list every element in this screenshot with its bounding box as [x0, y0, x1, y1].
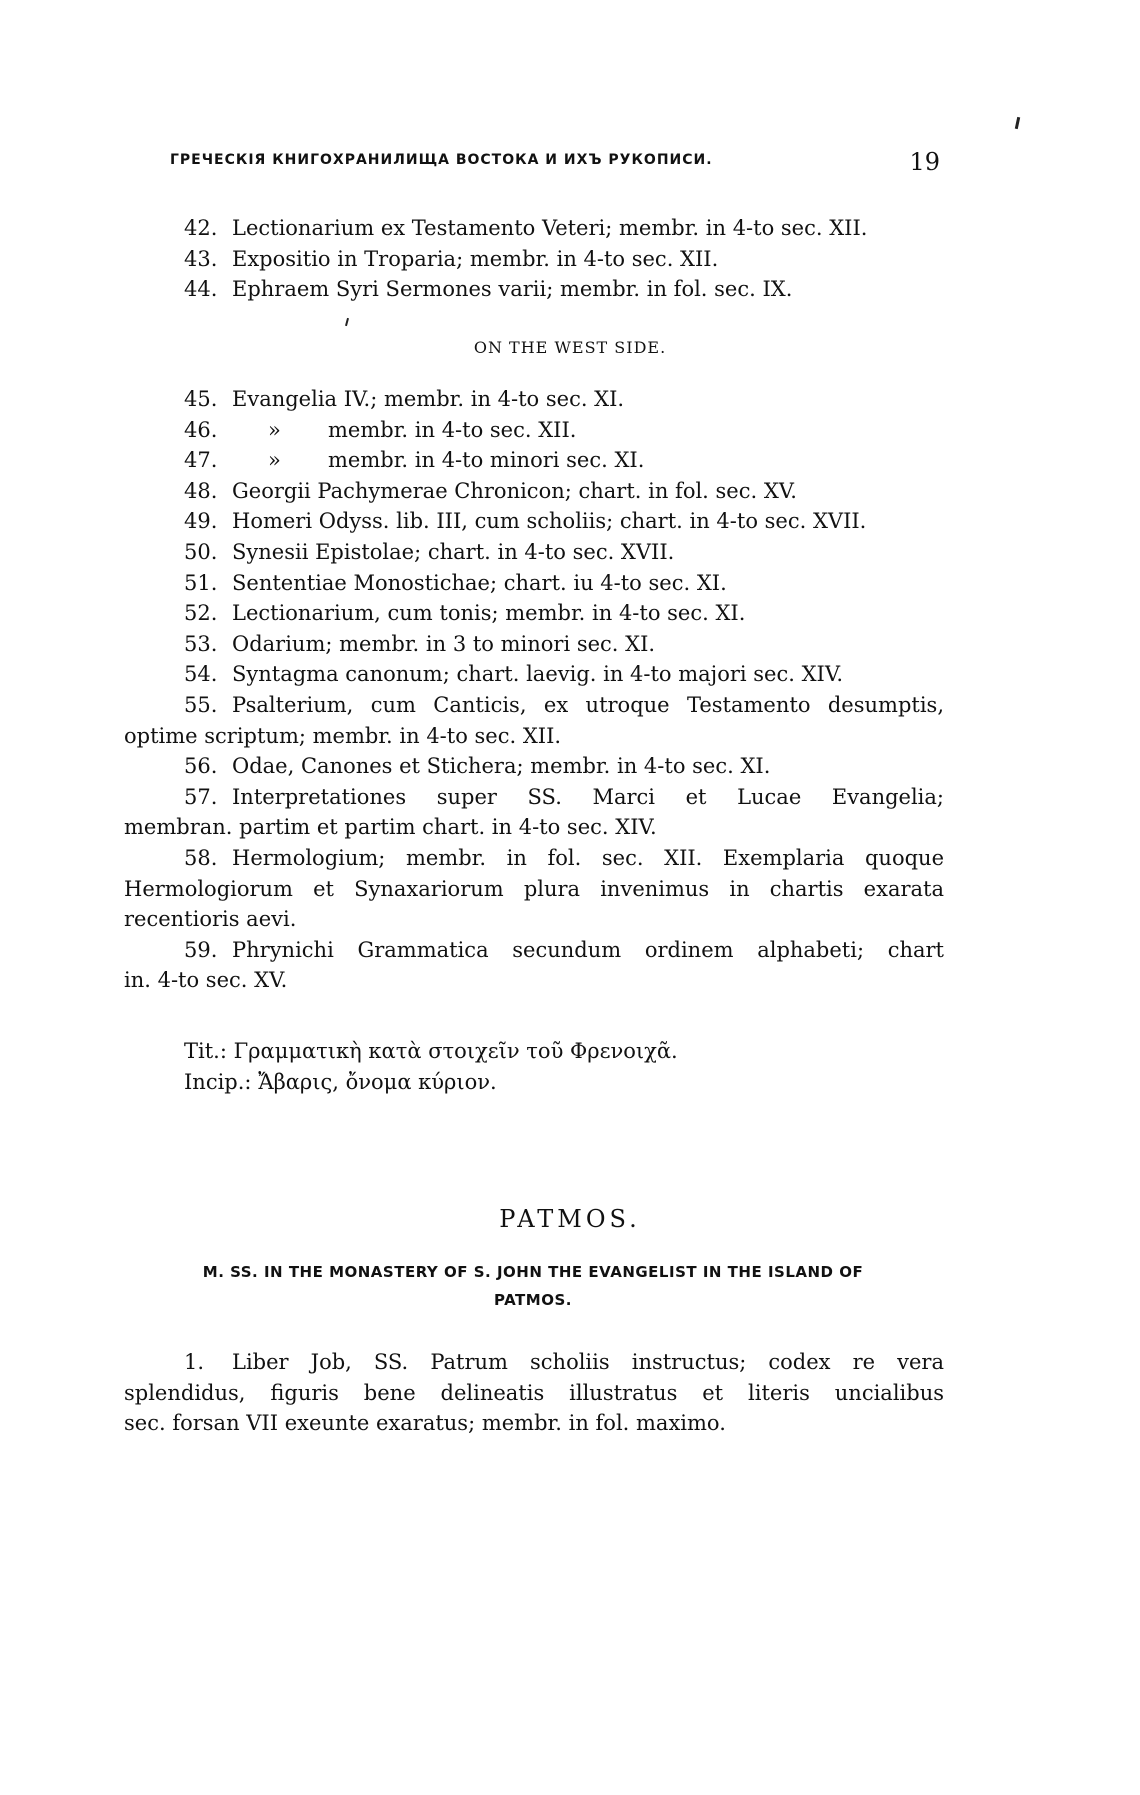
patmos-subtitle-line1: M. SS. IN THE MONASTERY OF S. JOHN THE EVANGELIST IN THE ISLAND OF	[202, 1263, 864, 1281]
running-title: ГРЕЧЕСКІЯ КНИГОХРАНИЛИЩА ВОСТОКА И ИХЪ РУКОПИСИ.	[170, 152, 713, 168]
entries-block-1	[124, 213, 944, 305]
page-number: 19	[909, 148, 940, 176]
entry-line: 50. Synesii Epistolae; chart. in 4-to sec. XVII.	[184, 539, 675, 564]
patmos-subtitle-line2: PATMOS.	[494, 1291, 572, 1309]
ink-speck	[1015, 117, 1020, 129]
continuation-line: sec. forsan VII exeunte exaratus; membr. in fol. maximo.	[124, 1411, 726, 1436]
patmos-subtitle	[120, 1258, 946, 1314]
continuation-line: in. 4-to sec. XV.	[124, 968, 288, 993]
incipit-citation: Incip.: Ἄβαρις, ὄνομα κύριον.	[184, 1069, 497, 1094]
entry-line: 44. Ephraem Syri Sermones varii; membr. in fol. sec. IX.	[184, 277, 793, 302]
entry-line: 49. Homeri Odyss. lib. III, cum scholiis; chart. in 4-to sec. XVII.	[184, 509, 867, 534]
entry-line: 1. Liber Job, SS. Patrum scholiis instructus; codex re vera	[184, 1350, 944, 1374]
entry-line: 59. Phrynichi Grammatica secundum ordinem alphabeti; chart	[184, 937, 944, 962]
continuation-line: Hermologiorum et Synaxariorum plura invenimus in chartis exarata	[124, 876, 944, 901]
entry-line: 48. Georgii Pachymerae Chronicon; chart. in fol. sec. XV.	[184, 478, 797, 503]
entry-line: 55. Psalterium, cum Canticis, ex utroque Testamento desumptis,	[184, 692, 944, 717]
greek-citations	[124, 1036, 944, 1097]
west-side-heading: ON THE WEST SIDE.	[473, 338, 667, 357]
entry-line: 53. Odarium; membr. in 3 to minori sec. XI.	[184, 631, 656, 656]
entry-line: 45. Evangelia IV.; membr. in 4-to sec. XI.	[184, 387, 625, 411]
entry-line: 42. Lectionarium ex Testamento Veteri; membr. in 4-to sec. XII.	[184, 216, 868, 240]
continuation-line: membran. partim et partim chart. in 4-to sec. XIV.	[124, 815, 657, 840]
continuation-line: recentioris aevi.	[124, 907, 297, 932]
ditto-mark: »	[268, 417, 281, 442]
entry-line: 52. Lectionarium, cum tonis; membr. in 4-to sec. XI.	[184, 601, 746, 626]
entry-line: 47. » membr. in 4-to minori sec. XI.	[124, 445, 944, 476]
entry-line: 51. Sententiae Monostichae; chart. iu 4-to sec. XI.	[184, 570, 727, 595]
continuation-line: optime scriptum; membr. in 4-to sec. XII.	[124, 723, 562, 748]
continuation-line: splendidus, figuris bene delineatis illustratus et literis uncialibus	[124, 1380, 944, 1405]
entry-line: 54. Syntagma canonum; chart. laevig. in 4-to majori sec. XIV.	[184, 662, 843, 687]
entry-line: 43. Expositio in Troparia; membr. in 4-to sec. XII.	[184, 246, 719, 271]
entries-block-3	[124, 1347, 944, 1439]
entry-line: 56. Odae, Canones et Stichera; membr. in 4-to sec. XI.	[184, 754, 771, 779]
patmos-title: PATMOS.	[499, 1205, 641, 1233]
page-header	[170, 148, 940, 178]
ink-speck	[345, 318, 349, 326]
ditto-mark: »	[268, 448, 281, 473]
title-citation: Tit.: Γραμματικὴ κατὰ στοιχεῖν τοῦ Φρενοιχᾶ.	[184, 1039, 678, 1063]
entries-block-2	[124, 384, 944, 996]
entry-line: 46. » membr. in 4-to sec. XII.	[124, 415, 944, 446]
entry-line: 58. Hermologium; membr. in fol. sec. XII. Exemplaria quoque	[184, 845, 944, 870]
entry-line: 57. Interpretationes super SS. Marci et Lucae Evangelia;	[184, 784, 944, 809]
